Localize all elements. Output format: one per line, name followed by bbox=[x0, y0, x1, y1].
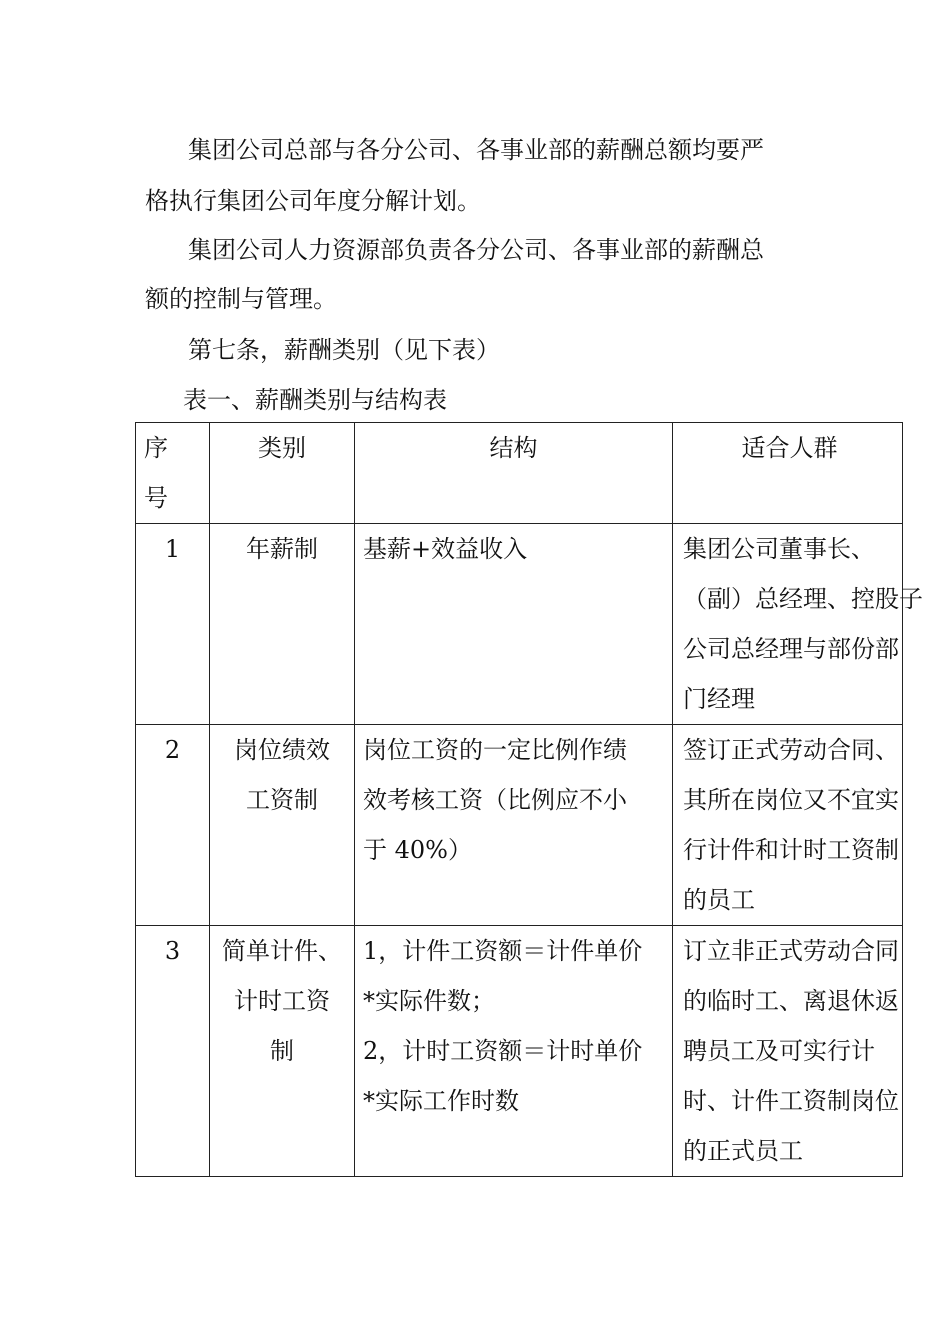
row-applicable-line: 订立非正式劳动合同 bbox=[683, 937, 899, 965]
row-applicable-line: 公司总经理与部份部 bbox=[683, 635, 899, 663]
row-structure bbox=[355, 524, 673, 725]
table-row bbox=[136, 524, 903, 725]
row-applicable-line: 时、计件工资制岗位 bbox=[683, 1087, 899, 1115]
row-category-line: 工资制 bbox=[246, 786, 318, 814]
row-applicable-line: 集团公司董事长、 bbox=[683, 535, 875, 563]
row-category bbox=[210, 524, 355, 725]
row-applicable-line: 的员工 bbox=[683, 886, 755, 914]
row-structure-line: *实际件数； bbox=[363, 987, 495, 1015]
row-category-line: 简单计件、 bbox=[222, 937, 342, 965]
row-applicable-line: 其所在岗位又不宜实 bbox=[683, 786, 899, 814]
row-index-value: 2 bbox=[164, 736, 181, 764]
table-header-row bbox=[136, 423, 903, 524]
salary-category-table bbox=[135, 422, 923, 1177]
row-index bbox=[136, 725, 210, 926]
row-applicable bbox=[673, 926, 903, 1177]
row-applicable bbox=[673, 524, 923, 725]
header-index-line-2: 号 bbox=[144, 484, 168, 512]
row-structure-line: 岗位工资的一定比例作绩 bbox=[363, 736, 627, 764]
row-structure-line: *实际工作时数 bbox=[363, 1087, 519, 1115]
row-structure-line: 基薪+效益收入 bbox=[363, 535, 528, 563]
table-row bbox=[136, 926, 903, 1177]
row-index bbox=[136, 524, 210, 725]
header-category-label: 类别 bbox=[258, 434, 306, 462]
row-category bbox=[210, 725, 355, 926]
table-caption: 表一、薪酬类别与结构表 bbox=[183, 386, 447, 414]
row-applicable-line: 行计件和计时工资制 bbox=[683, 836, 899, 864]
row-structure bbox=[355, 926, 673, 1177]
row-applicable-line: 门经理 bbox=[683, 685, 755, 713]
paragraph-2-line-1: 集团公司人力资源部负责各分公司、各事业部的薪酬总 bbox=[188, 236, 764, 264]
row-structure-line: 2，计时工资额＝计时单价 bbox=[363, 1037, 643, 1065]
row-structure-line: 于 40%） bbox=[363, 836, 472, 864]
row-applicable-line: 的临时工、离退休返 bbox=[683, 987, 899, 1015]
row-structure-line: 效考核工资（比例应不小 bbox=[363, 786, 627, 814]
header-applicable-label: 适合人群 bbox=[741, 434, 838, 462]
article-7-heading: 第七条，薪酬类别（见下表） bbox=[188, 336, 500, 364]
header-category bbox=[210, 423, 355, 524]
paragraph-1-line-1: 集团公司总部与各分公司、各事业部的薪酬总额均要严 bbox=[188, 136, 764, 164]
row-index bbox=[136, 926, 210, 1177]
row-category-line: 年薪制 bbox=[246, 535, 318, 563]
row-applicable bbox=[673, 725, 903, 926]
row-index-value: 3 bbox=[164, 937, 181, 965]
row-index-value: 1 bbox=[164, 535, 181, 563]
paragraph-2-line-2: 额的控制与管理。 bbox=[145, 285, 337, 313]
header-index bbox=[136, 423, 210, 524]
header-index-line-1: 序 bbox=[144, 434, 168, 462]
paragraph-1-line-2: 格执行集团公司年度分解计划。 bbox=[145, 187, 481, 215]
row-category-line: 岗位绩效 bbox=[234, 736, 330, 764]
row-applicable-line: 的正式员工 bbox=[683, 1137, 803, 1165]
row-category-line: 制 bbox=[270, 1037, 294, 1065]
header-structure bbox=[355, 423, 673, 524]
row-structure-line: 1，计件工资额＝计件单价 bbox=[363, 937, 643, 965]
header-structure-label: 结构 bbox=[489, 434, 538, 462]
row-applicable-line: 签订正式劳动合同、 bbox=[683, 736, 899, 764]
row-category bbox=[210, 926, 355, 1177]
row-applicable-line: （副）总经理、控股子 bbox=[683, 585, 923, 613]
row-applicable-line: 聘员工及可实行计 bbox=[683, 1037, 875, 1065]
header-applicable bbox=[673, 423, 903, 524]
row-structure bbox=[355, 725, 673, 926]
table-row bbox=[136, 725, 903, 926]
row-category-line: 计时工资 bbox=[234, 987, 330, 1015]
